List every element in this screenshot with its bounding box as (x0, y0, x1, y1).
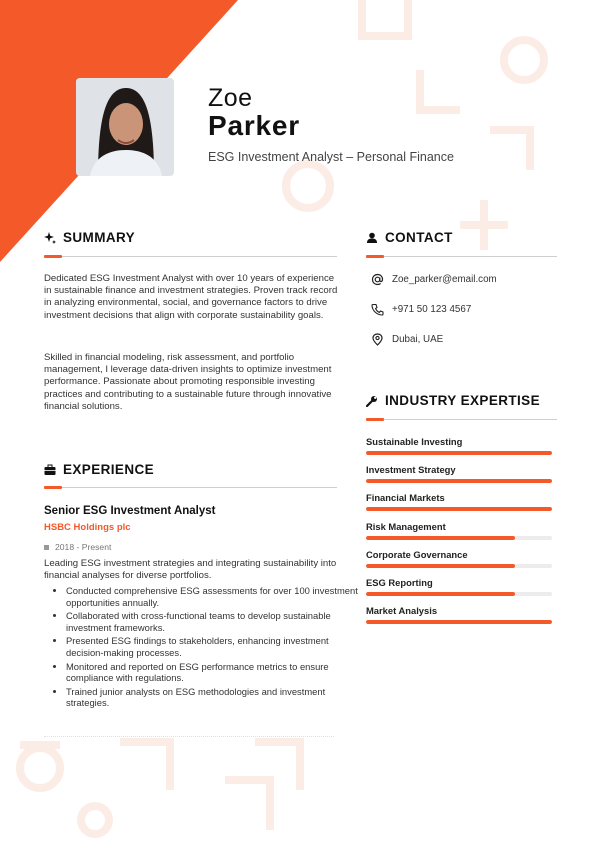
skill-name: Sustainable Investing (366, 436, 463, 447)
skill-name: Corporate Governance (366, 548, 468, 560)
summary-paragraph-1: Dedicated ESG Investment Analyst with over 10 years of experience in sustainable finance and investment strategies. Proven track record in analyzing environmental, social, and governance factors to drive investment decisions that align with corporate sustainability goals. (44, 273, 338, 321)
skill-level-fill (366, 536, 515, 540)
skill-item (366, 549, 552, 568)
list-item: • Collaborated with cross-functional teams to develop sustainable investment frameworks. (66, 610, 366, 633)
last-name: Parker (208, 110, 300, 141)
skill-name: Market Analysis (366, 605, 438, 617)
section-end-divider (44, 736, 334, 737)
summary-divider (44, 256, 337, 257)
summary-paragraph-2: Skilled in financial modeling, risk assessment, and portfolio management, I leverage data-driven insights to optimize investment performance. Passionate about promoting responsible investing practices and contributing to a sustainable future through innovative financial solutions. (44, 352, 332, 412)
contact-email-label: Zoe_parker@email.com (392, 274, 497, 285)
expertise-divider (366, 419, 557, 420)
summary-divider-accent (44, 255, 62, 258)
skill-name: Financial Markets (366, 492, 445, 504)
skill-item (366, 436, 552, 455)
skill-item (366, 464, 552, 483)
contact-divider (366, 256, 557, 257)
profile-photo (76, 78, 174, 176)
expertise-heading (366, 393, 540, 408)
list-item: • Monitored and reported on ESG performance metrics to ensure compliance with regulations. (66, 661, 366, 684)
skill-level-bar (366, 479, 552, 483)
contact-location (371, 333, 443, 346)
skill-item (366, 492, 552, 511)
skill-level-bar (366, 564, 552, 568)
summary-heading-label: SUMMARY (63, 230, 136, 245)
skill-level-fill (366, 592, 515, 596)
skill-name: Investment Strategy (366, 464, 456, 476)
skill-level-bar (366, 620, 552, 624)
contact-location-label: Dubai, UAE (392, 334, 444, 345)
sparkle-icon (44, 232, 56, 244)
at-icon (371, 273, 384, 286)
briefcase-icon (44, 464, 56, 476)
skill-item (366, 521, 552, 540)
job-role: ESG Investment Analyst – Personal Finance (208, 150, 454, 164)
experience-divider-accent (44, 486, 62, 489)
contact-phone[interactable] (371, 303, 471, 316)
skill-level-bar (366, 536, 552, 540)
first-name: Zoe (208, 84, 253, 112)
summary-heading (44, 230, 135, 245)
skill-level-bar (366, 592, 552, 596)
contact-divider-accent (366, 255, 384, 258)
skill-level-fill (366, 451, 552, 455)
list-item: • Presented ESG findings to stakeholders, enhancing investment decision-making processes. (66, 635, 366, 658)
skill-level-fill (366, 479, 552, 483)
skill-level-fill (366, 620, 552, 624)
skill-level-bar (366, 451, 552, 455)
job-bullets (44, 585, 366, 711)
job-dates-label: 2018 - Present (55, 542, 112, 552)
list-item: • Conducted comprehensive ESG assessments for over 100 investment opportunities annually. (66, 585, 366, 608)
list-item: • Trained junior analysts on ESG methodologies and investment strategies. (66, 686, 366, 709)
contact-heading-label: CONTACT (385, 230, 453, 245)
person-icon (366, 232, 378, 244)
job-title: Senior ESG Investment Analyst (44, 505, 216, 517)
experience-heading (44, 462, 154, 477)
contact-email[interactable] (371, 273, 497, 286)
expertise-heading-label: INDUSTRY EXPERTISE (385, 393, 540, 408)
phone-icon (371, 303, 384, 316)
job-dates (44, 542, 111, 552)
company-name: HSBC Holdings plc (44, 522, 131, 533)
skill-level-fill (366, 507, 552, 511)
job-description: Leading ESG investment strategies and integrating sustainability into financial analyses for diverse portfolios. (44, 558, 337, 582)
calendar-icon (44, 545, 49, 550)
contact-heading (366, 230, 453, 245)
contact-phone-label: +971 50 123 4567 (392, 304, 472, 315)
skill-name: ESG Reporting (366, 577, 433, 588)
location-pin-icon (371, 333, 384, 346)
skill-name: Risk Management (366, 520, 446, 532)
skill-item (366, 605, 552, 624)
skill-level-bar (366, 507, 552, 511)
experience-divider (44, 487, 337, 488)
skill-item (366, 577, 552, 596)
experience-heading-label: EXPERIENCE (63, 462, 155, 477)
skill-level-fill (366, 564, 515, 568)
expertise-divider-accent (366, 418, 384, 421)
wrench-icon (366, 395, 378, 407)
